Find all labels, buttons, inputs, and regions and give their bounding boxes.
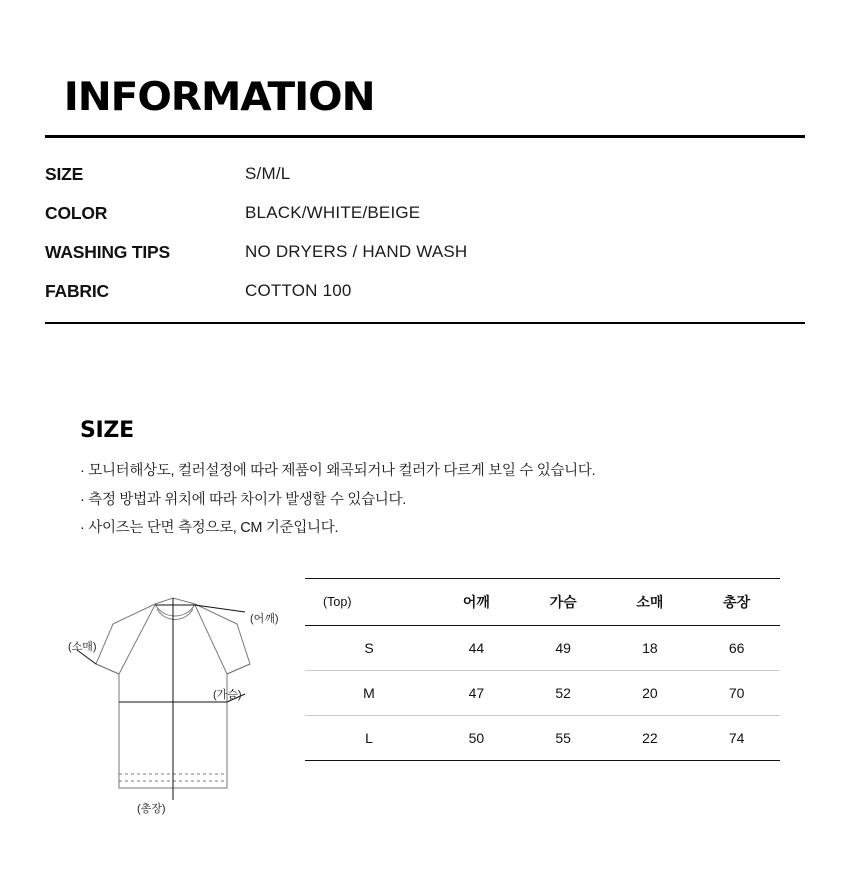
information-value: BLACK/WHITE/BEIGE: [245, 202, 421, 222]
size-table-header: (Top): [305, 579, 433, 626]
size-section: [45, 418, 805, 543]
information-label: FABRIC: [45, 280, 109, 301]
information-label: SIZE: [45, 163, 84, 184]
tshirt-diagram: [45, 578, 305, 818]
table-row: [45, 197, 805, 236]
size-table-header: 어깨: [433, 579, 520, 626]
size-cell: M: [305, 671, 433, 716]
information-value: NO DRYERS / HAND WASH: [245, 241, 468, 261]
size-cell: L: [305, 716, 433, 761]
size-note: · 사이즈는 단면 측정으로, CM 기준입니다.: [80, 520, 339, 536]
table-row: [305, 716, 780, 761]
size-cell: 70: [693, 671, 780, 716]
information-heading: INFORMATION: [63, 75, 375, 120]
information-value: COTTON 100: [245, 280, 352, 300]
size-cell: 49: [520, 626, 607, 671]
size-cell: S: [305, 626, 433, 671]
information-section: [45, 75, 805, 324]
table-header-row: [305, 579, 780, 626]
information-label: WASHING TIPS: [45, 241, 170, 262]
size-cell: 66: [693, 626, 780, 671]
size-table: [305, 578, 780, 761]
size-cell: 18: [607, 626, 694, 671]
information-value: S/M/L: [245, 163, 291, 183]
size-table-head: [305, 579, 780, 626]
diagram-sleeve-label: (소매): [68, 641, 97, 653]
size-notes: [45, 457, 805, 543]
size-table-wrapper: [305, 578, 780, 761]
table-row: [305, 626, 780, 671]
table-row: [45, 158, 805, 197]
table-row: [305, 671, 780, 716]
information-label: COLOR: [45, 202, 108, 223]
diagram-chest-label: (가슴): [213, 689, 242, 701]
size-note: · 모니터해상도, 컬러설정에 따라 제품이 왜곡되거나 컬러가 다르게 보일 수 있습니다.: [80, 463, 596, 479]
size-heading: SIZE: [80, 418, 134, 443]
information-bottom-rule: [45, 322, 805, 324]
size-table-header: 총장: [693, 579, 780, 626]
information-table: [45, 158, 805, 314]
size-cell: 74: [693, 716, 780, 761]
size-table-body: [305, 626, 780, 761]
size-cell: 20: [607, 671, 694, 716]
size-cell: 52: [520, 671, 607, 716]
size-table-header: 가슴: [520, 579, 607, 626]
information-top-rule: [45, 135, 805, 138]
diagram-length-label: (총장): [137, 803, 166, 815]
size-cell: 44: [433, 626, 520, 671]
diagram-shoulder-label: (어깨): [250, 613, 279, 625]
size-table-header: 소매: [607, 579, 694, 626]
table-row: [45, 275, 805, 314]
size-cell: 47: [433, 671, 520, 716]
size-cell: 50: [433, 716, 520, 761]
size-note: · 측정 방법과 위치에 따라 차이가 발생할 수 있습니다.: [80, 491, 406, 508]
size-cell: 55: [520, 716, 607, 761]
size-cell: 22: [607, 716, 694, 761]
table-row: [45, 236, 805, 275]
